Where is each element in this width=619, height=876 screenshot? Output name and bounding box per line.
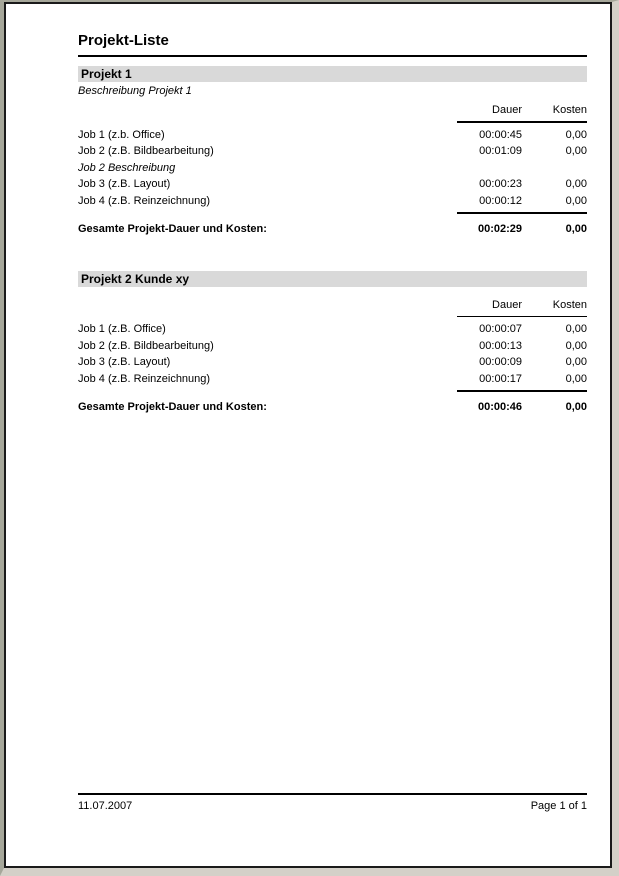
job-row [78, 338, 587, 355]
job-kosten: 0,00 [565, 356, 587, 368]
column-header-dauer: Dauer [492, 298, 522, 311]
job-rows [78, 321, 587, 387]
footer-divider [78, 793, 587, 795]
total-divider [457, 212, 587, 214]
job-dauer: 00:00:23 [479, 178, 522, 190]
column-header-kosten: Kosten [552, 104, 587, 116]
job-dauer: 00:00:17 [479, 372, 522, 385]
job-kosten: 0,00 [565, 339, 587, 352]
report-page [4, 2, 612, 868]
total-dauer: 00:02:29 [477, 222, 522, 235]
job-kosten: 0,00 [565, 372, 587, 385]
job-row [78, 127, 587, 144]
total-kosten: 0,00 [565, 222, 587, 235]
total-dauer: 00:00:46 [477, 400, 522, 413]
job-row [78, 176, 587, 193]
job-label: Job 3 (z.B. Layout) [78, 178, 171, 190]
total-label: Gesamte Projekt-Dauer und Kosten: [78, 222, 267, 235]
page-footer [78, 793, 587, 813]
project-total-row [78, 222, 587, 236]
column-headers [78, 104, 587, 117]
footer-date: 11.07.2007 [78, 800, 133, 812]
column-header-kosten: Kosten [552, 298, 587, 311]
job-kosten: 0,00 [565, 128, 587, 141]
title-divider [78, 55, 587, 57]
job-label: Job 4 (z.B. Reinzeichnung) [78, 372, 211, 385]
job-label: Job 4 (z.B. Reinzeichnung) [78, 194, 211, 207]
job-rows [78, 127, 587, 210]
column-header-divider [457, 121, 587, 123]
job-dauer: 00:01:09 [479, 145, 522, 157]
project-description: Beschreibung Projekt 1 [78, 85, 192, 97]
project-section-2 [78, 271, 587, 414]
job-label: Job 1 (z.b. Office) [78, 128, 165, 141]
job-label: Job 2 (z.B. Bildbearbeitung) [78, 339, 214, 352]
job-kosten: 0,00 [565, 194, 587, 207]
total-label: Gesamte Projekt-Dauer und Kosten: [78, 400, 267, 413]
job-row [78, 354, 587, 371]
column-header-dauer: Dauer [492, 104, 522, 116]
job-row [78, 193, 587, 210]
job-description: Job 2 Beschreibung [78, 161, 176, 174]
total-kosten: 0,00 [565, 400, 587, 413]
job-kosten: 0,00 [565, 145, 587, 157]
footer-page-number: Page 1 of 1 [530, 800, 587, 812]
column-header-divider [457, 316, 587, 318]
report-content [78, 32, 587, 414]
job-label: Job 3 (z.B. Layout) [78, 356, 171, 368]
job-label: Job 1 (z.B. Office) [78, 323, 166, 335]
job-row [78, 371, 587, 388]
job-dauer: 00:00:12 [479, 194, 522, 207]
job-row [78, 321, 587, 338]
job-dauer: 00:00:45 [479, 128, 522, 141]
job-dauer: 00:00:07 [479, 323, 522, 335]
job-dauer: 00:00:09 [479, 356, 522, 368]
page-title: Projekt-Liste [78, 32, 169, 49]
job-row [78, 143, 587, 160]
project-total-row [78, 400, 587, 414]
project-header: Projekt 2 Kunde xy [78, 271, 587, 287]
job-label: Job 2 (z.B. Bildbearbeitung) [78, 145, 214, 157]
project-header: Projekt 1 [78, 66, 587, 82]
column-headers [78, 299, 587, 312]
job-kosten: 0,00 [565, 178, 587, 190]
footer-row [78, 800, 587, 813]
job-kosten: 0,00 [565, 323, 587, 335]
project-section-1 [78, 66, 587, 236]
job-description-row [78, 160, 587, 177]
job-dauer: 00:00:13 [479, 339, 522, 352]
total-divider [457, 390, 587, 392]
